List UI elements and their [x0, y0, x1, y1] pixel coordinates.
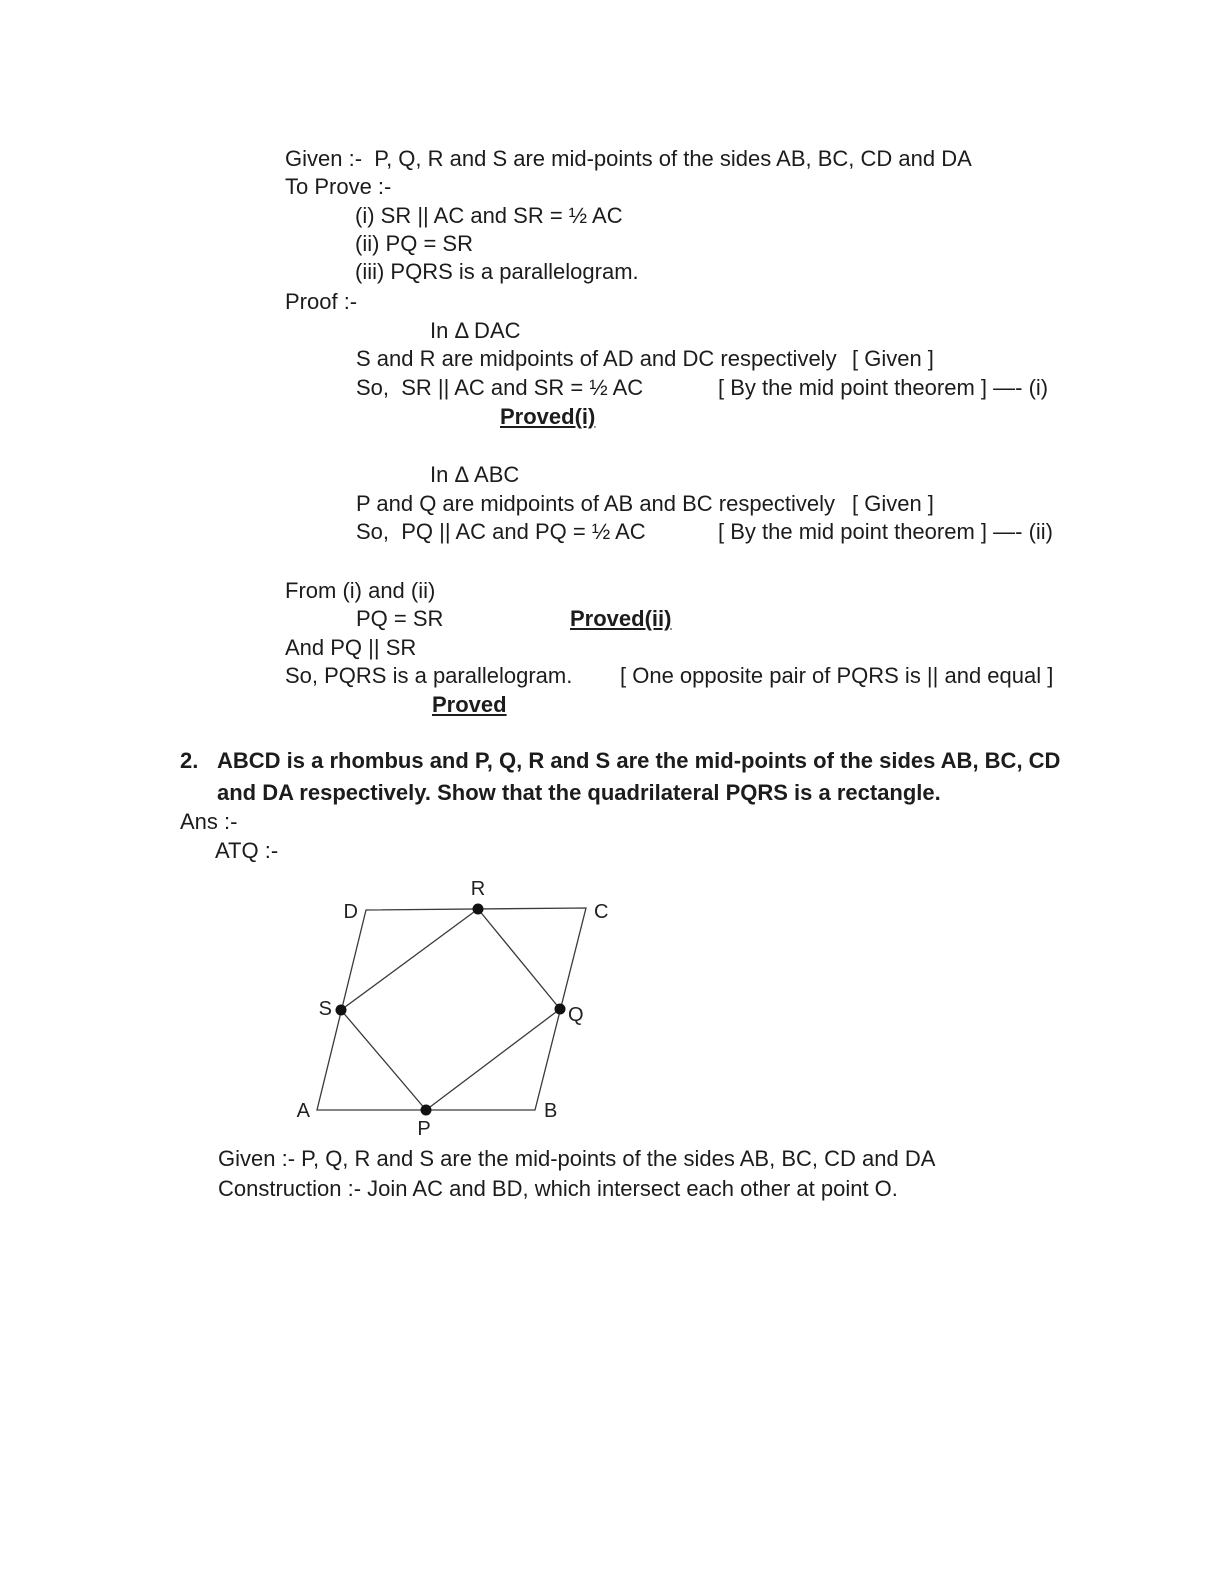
- atq-label: ATQ :-: [215, 838, 279, 863]
- quadrilateral-pqrs: [341, 909, 560, 1110]
- proved-ii-label: Proved(ii): [570, 606, 672, 631]
- point-q-dot: [555, 1004, 566, 1015]
- quadrilateral-abcd: [317, 908, 586, 1110]
- conclusion-and: And PQ || SR: [285, 635, 417, 660]
- label-a: A: [296, 1100, 310, 1122]
- proof2-triangle: In Δ ABC: [430, 462, 520, 487]
- question2-statement-line2: and DA respectively. Show that the quadrilateral PQRS is a rectangle.: [217, 780, 941, 805]
- label-s: S: [318, 998, 332, 1020]
- rhombus-diagram: [288, 874, 618, 1140]
- proof-label: Proof :-: [285, 289, 358, 314]
- label-b: B: [544, 1100, 558, 1122]
- proof1-line1-note: [ Given ]: [852, 346, 934, 371]
- proof1-line2-note: [ By the mid point theorem ] —- (i): [718, 375, 1049, 400]
- proof2-line1-note: [ Given ]: [852, 491, 934, 516]
- label-d: D: [343, 901, 358, 923]
- proof2-line2: So, PQ || AC and PQ = ½ AC: [356, 519, 646, 544]
- to-prove-item-1: (i) SR || AC and SR = ½ AC: [355, 203, 623, 228]
- answer-label: Ans :-: [180, 809, 238, 834]
- point-r-dot: [473, 904, 484, 915]
- proof2-line1: P and Q are midpoints of AB and BC respectively: [356, 491, 835, 516]
- proof1-line2: So, SR || AC and SR = ½ AC: [356, 375, 644, 400]
- question2-construction: Construction :- Join AC and BD, which intersect each other at point O.: [218, 1176, 898, 1201]
- point-p-dot: [421, 1105, 432, 1116]
- to-prove-item-2: (ii) PQ = SR: [355, 231, 473, 256]
- conclusion-so-note: [ One opposite pair of PQRS is || and equal ]: [620, 663, 1054, 688]
- proved-label: Proved: [432, 692, 507, 717]
- proved-i-label: Proved(i): [500, 404, 596, 429]
- conclusion-so: So, PQRS is a parallelogram.: [285, 663, 573, 688]
- point-s-dot: [336, 1005, 347, 1016]
- proof2-line2-note: [ By the mid point theorem ] —- (ii): [718, 519, 1053, 544]
- label-c: C: [594, 901, 609, 923]
- question2-statement-line1: ABCD is a rhombus and P, Q, R and S are the mid-points of the sides AB, BC, CD: [217, 748, 1061, 773]
- to-prove-item-3: (iii) PQRS is a parallelogram.: [355, 259, 639, 284]
- question2-given: Given :- P, Q, R and S are the mid-points of the sides AB, BC, CD and DA: [218, 1146, 936, 1171]
- label-r: R: [470, 878, 486, 900]
- proof1-line1: S and R are midpoints of AD and DC respectively: [356, 346, 837, 371]
- label-q: Q: [568, 1004, 584, 1026]
- question2-number: 2.: [180, 748, 199, 773]
- conclusion-eq: PQ = SR: [356, 606, 444, 631]
- conclusion-from: From (i) and (ii): [285, 578, 436, 603]
- label-p: P: [417, 1118, 431, 1140]
- to-prove-label: To Prove :-: [285, 174, 392, 199]
- given-statement: Given :- P, Q, R and S are mid-points of the sides AB, BC, CD and DA: [285, 146, 972, 171]
- proof1-triangle: In Δ DAC: [430, 318, 521, 343]
